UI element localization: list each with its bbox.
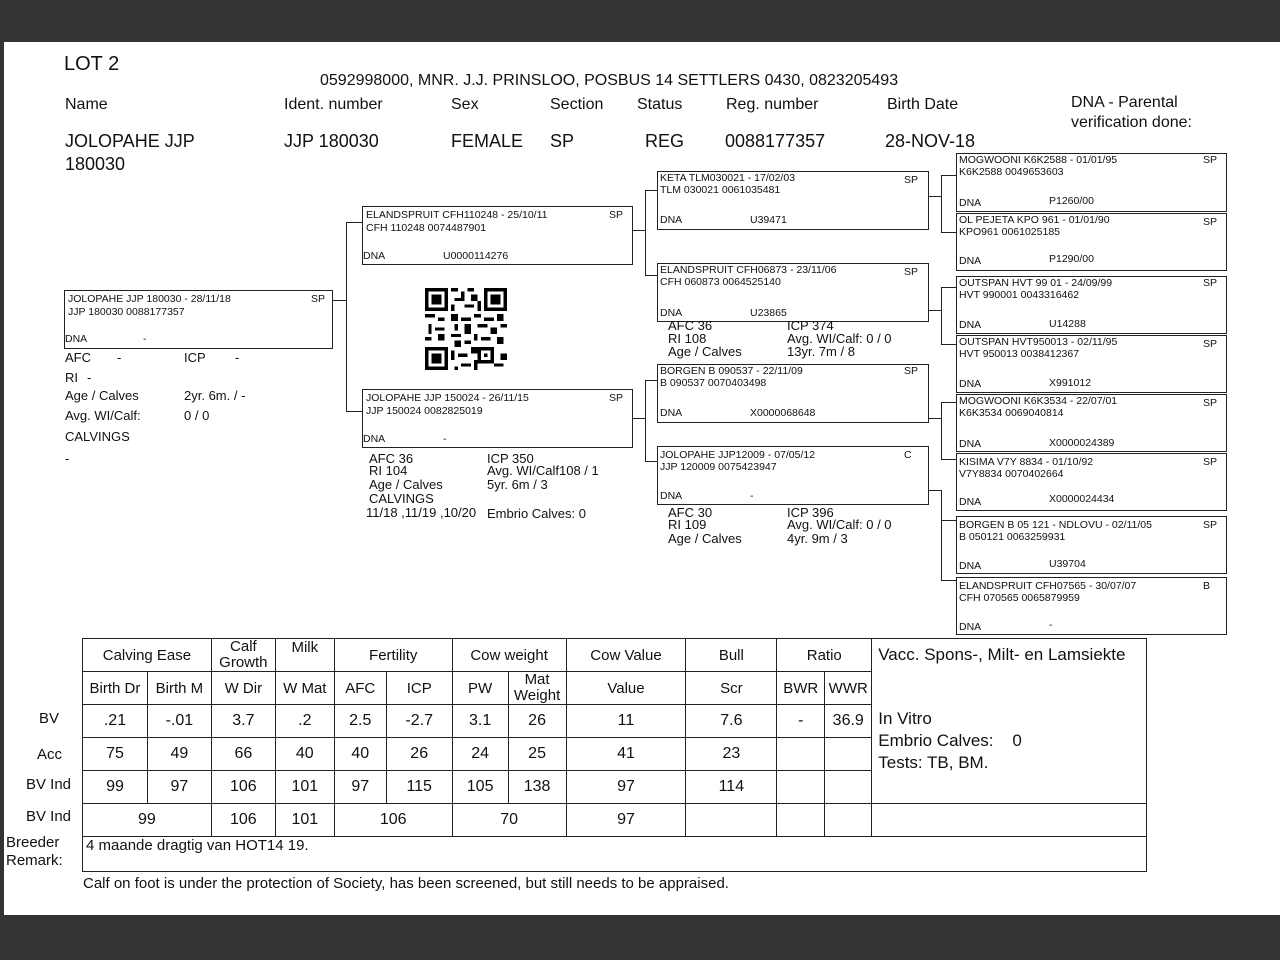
value-ident: JJP 180030 (284, 131, 379, 151)
ggp-dna-value: - (1049, 619, 1053, 631)
table-cell: 40 (334, 738, 386, 771)
dam-dna-label: DNA (363, 433, 386, 445)
group-milk: Milk (275, 639, 334, 672)
table-cell: 3.7 (211, 705, 275, 738)
table-cell: 99 (83, 771, 148, 804)
ggp-dna-label: DNA (959, 319, 982, 331)
sub-mat-weight: Mat Weight (508, 672, 566, 705)
gp-section: SP (904, 365, 919, 377)
ggp-box-6 (956, 453, 1227, 511)
table-cell: 106 (211, 771, 275, 804)
ggp-box-1 (956, 153, 1227, 212)
grandsire-paternal-box (657, 171, 929, 230)
ggp-section: SP (1203, 277, 1218, 289)
table-cell: 24 (452, 738, 508, 771)
ggp-title: BORGEN B 05 121 - NDLOVU - 02/11/05 (959, 519, 1152, 531)
ggp-dna-label: DNA (959, 197, 982, 209)
row-label-acc: Acc (37, 746, 63, 763)
table-cell: 49 (147, 738, 211, 771)
ggp-dna-value: U39704 (1049, 558, 1086, 570)
animal-icp-value: - (235, 350, 240, 365)
granddam-maternal-box (657, 446, 929, 505)
gp4-afc: AFC 30 (668, 505, 713, 520)
gp4-agecalves-label: Age / Calves (668, 531, 742, 546)
ggp-ids: V7Y8834 0070402664 (959, 468, 1064, 480)
table-cell: 97 (147, 771, 211, 804)
sire-dna-value: U0000114276 (443, 250, 509, 262)
table-cell: 26 (386, 738, 452, 771)
table-cell: .21 (83, 705, 148, 738)
table-cell: 97 (566, 771, 686, 804)
value-name-2: 180030 (65, 154, 126, 174)
animal-box (64, 290, 333, 349)
ggp-dna-label: DNA (959, 378, 982, 390)
table-cell (825, 738, 872, 771)
dam-ri: RI 104 (369, 463, 408, 478)
gp-title: KETA TLM030021 - 17/02/03 (660, 172, 796, 184)
gp4-icp: ICP 396 (787, 505, 834, 520)
sub-value: Value (566, 672, 686, 705)
ggp-title: KISIMA V7Y 8834 - 01/10/92 (959, 456, 1094, 468)
group-calving-ease: Calving Ease (83, 639, 212, 672)
dam-section: SP (609, 392, 624, 404)
sire-section: SP (609, 209, 624, 221)
ggp-dna-value: X0000024389 (1049, 437, 1115, 449)
table-row-bv-ind-combined (83, 804, 1147, 837)
sub-birth-m: Birth M (147, 672, 211, 705)
sub-birth-dr: Birth Dr (83, 672, 148, 705)
ebv-table (82, 638, 1147, 872)
animal-wi-label: Avg. WI/Calf: (65, 408, 141, 423)
animal-section: SP (311, 293, 326, 305)
row-label-bv-ind-2: BV Ind (26, 808, 72, 825)
ggp-ids: KPO961 0061025185 (959, 226, 1061, 238)
dam-box (362, 389, 633, 448)
table-cell: 66 (211, 738, 275, 771)
dam-dna-value: - (443, 433, 447, 445)
animal-ids: JJP 180030 0088177357 (68, 306, 185, 318)
animal-wi-value: 0 / 0 (184, 408, 210, 423)
sub-icp: ICP (386, 672, 452, 705)
table-cell: 101 (275, 804, 334, 837)
dam-ids: JJP 150024 0082825019 (366, 405, 483, 417)
ggp-dna-label: DNA (959, 438, 982, 450)
sub-wwr: WWR (825, 672, 872, 705)
animal-ri-value: - (87, 370, 92, 385)
table-cell: .2 (275, 705, 334, 738)
value-reg: 0088177357 (725, 131, 826, 151)
value-section: SP (550, 131, 575, 151)
gp4-agecalves-value: 4yr. 9m / 3 (787, 531, 848, 546)
grandsire-maternal-box (657, 364, 929, 423)
table-cell (777, 804, 825, 837)
breeder-line: 0592998000, MNR. J.J. PRINSLOO, POSBUS 14 SETTLERS 0430, 0823205493 (320, 72, 899, 89)
ggp-dna-label: DNA (959, 560, 982, 572)
dam-title: JOLOPAHE JJP 150024 - 26/11/15 (366, 392, 529, 404)
ggp-section: B (1203, 580, 1211, 592)
ggp-box-5 (956, 394, 1227, 452)
table-cell (777, 738, 825, 771)
sub-afc: AFC (334, 672, 386, 705)
pedigree-page (4, 42, 1280, 915)
dam-icp: ICP 350 (487, 451, 534, 466)
sub-bwr: BWR (777, 672, 825, 705)
gp2-wi: Avg. WI/Calf: 0 / 0 (787, 331, 892, 346)
gp-title: BORGEN B 090537 - 22/11/09 (660, 365, 803, 377)
table-cell: 3.1 (452, 705, 508, 738)
animal-icp-label: ICP (184, 350, 206, 365)
label-reg: Reg. number (726, 96, 819, 113)
label-birth: Birth Date (887, 96, 959, 113)
animal-calvings-value: - (65, 451, 70, 466)
group-bull: Bull (686, 639, 777, 672)
animal-ri-label: RI (65, 370, 78, 385)
gp-dna-label: DNA (660, 214, 683, 226)
ggp-ids: HVT 950013 0038412367 (959, 348, 1080, 360)
table-cell: 26 (508, 705, 566, 738)
ggp-section: SP (1203, 154, 1218, 166)
dam-agecalves-value: 5yr. 6m / 3 (487, 477, 548, 492)
table-cell: 11 (566, 705, 686, 738)
gp-section: SP (904, 266, 919, 278)
table-cell (872, 804, 1147, 837)
sub-pw: PW (452, 672, 508, 705)
gp-ids: JJP 120009 0075423947 (660, 461, 777, 473)
animal-agecalves-value: 2yr. 6m. / - (184, 388, 246, 403)
animal-afc-value: - (117, 350, 122, 365)
table-cell: 138 (508, 771, 566, 804)
gp-title: JOLOPAHE JJP12009 - 07/05/12 (660, 449, 816, 461)
ggp-dna-value: X991012 (1049, 377, 1092, 389)
ggp-dna-value: P1290/00 (1049, 253, 1094, 265)
table-cell: 41 (566, 738, 686, 771)
animal-afc-label: AFC (65, 350, 91, 365)
gp-dna-label: DNA (660, 407, 683, 419)
animal-dna-value: - (143, 333, 147, 345)
table-cell (686, 804, 777, 837)
value-name: JOLOPAHE JJP (65, 131, 195, 151)
footer-note: Calf on foot is under the protection of Society, has been screened, but still needs to be appraised. (83, 875, 729, 892)
animal-agecalves-label: Age / Calves (65, 388, 139, 403)
label-dna: DNA - Parental (1071, 94, 1178, 111)
table-cell (825, 771, 872, 804)
label-sex: Sex (451, 96, 479, 113)
group-cow-weight: Cow weight (452, 639, 566, 672)
table-cell: 97 (566, 804, 686, 837)
value-status: REG (645, 131, 685, 151)
dam-calvings-value: 11/18 ,11/19 ,10/20 (366, 505, 477, 520)
group-calf-growth: Calf Growth (211, 639, 275, 672)
ggp-dna-value: U14288 (1049, 318, 1086, 330)
table-cell: 97 (334, 771, 386, 804)
dam-calvings-label: CALVINGS (369, 491, 434, 506)
qr-code-icon (422, 288, 510, 370)
ggp-title: OL PEJETA KPO 961 - 01/01/90 (959, 214, 1110, 226)
table-cell: 7.6 (686, 705, 777, 738)
table-cell: 36.9 (825, 705, 872, 738)
embrio-note: Embrio Calves: 0 (878, 731, 1022, 750)
ggp-section: SP (1203, 519, 1218, 531)
ggp-ids: K6K3534 0069040814 (959, 407, 1064, 419)
table-cell: 99 (83, 804, 212, 837)
ggp-box-3 (956, 276, 1227, 334)
lot-number: LOT 2 (64, 53, 120, 75)
gp-dna-label: DNA (660, 307, 683, 319)
group-ratio: Ratio (777, 639, 872, 672)
table-cell: -.01 (147, 705, 211, 738)
dam-agecalves-label: Age / Calves (369, 477, 443, 492)
table-cell: 40 (275, 738, 334, 771)
ggp-title: MOGWOONI K6K3534 - 22/07/01 (959, 395, 1118, 407)
gp-title: ELANDSPRUIT CFH06873 - 23/11/06 (660, 264, 837, 276)
value-birth: 28-NOV-18 (885, 131, 976, 151)
remark-label: Breeder (6, 834, 60, 851)
animal-title: JOLOPAHE JJP 180030 - 28/11/18 (68, 293, 231, 305)
table-cell: 101 (275, 771, 334, 804)
animal-dna-label: DNA (65, 333, 88, 345)
breeder-remark: 4 maande dragtig van HOT14 19. (83, 837, 1147, 872)
dam-afc: AFC 36 (369, 451, 414, 466)
gp2-agecalves-value: 13yr. 7m / 8 (787, 344, 855, 359)
gp2-icp: ICP 374 (787, 318, 834, 333)
ggp-dna-label: DNA (959, 255, 982, 267)
granddam-paternal-box (657, 263, 929, 322)
ggp-dna-label: DNA (959, 496, 982, 508)
table-cell: -2.7 (386, 705, 452, 738)
gp-dna-value: - (750, 490, 754, 502)
ggp-box-4 (956, 335, 1227, 393)
group-fertility: Fertility (334, 639, 452, 672)
ggp-ids: CFH 070565 0065879959 (959, 592, 1080, 604)
sire-title: ELANDSPRUIT CFH110248 - 25/10/11 (366, 209, 548, 221)
sire-dna-label: DNA (363, 250, 386, 262)
gp-section: SP (904, 174, 919, 186)
table-cell (825, 804, 872, 837)
gp-dna-value: X0000068648 (750, 407, 816, 419)
table-cell: 75 (83, 738, 148, 771)
dam-embrio: Embrio Calves: 0 (487, 506, 586, 521)
sub-scr: Scr (686, 672, 777, 705)
in-vitro-note: In Vitro (878, 709, 932, 728)
ggp-section: SP (1203, 338, 1218, 350)
gp-ids: TLM 030021 0061035481 (660, 184, 781, 196)
table-cell: 115 (386, 771, 452, 804)
table-cell: - (777, 705, 825, 738)
label-dna-2: verification done: (1071, 114, 1192, 131)
ggp-ids: K6K2588 0049653603 (959, 166, 1064, 178)
gp-dna-label: DNA (660, 490, 683, 502)
gp4-ri: RI 109 (668, 517, 707, 532)
ggp-ids: HVT 990001 0043316462 (959, 289, 1080, 301)
table-cell: 2.5 (334, 705, 386, 738)
gp4-wi: Avg. WI/Calf: 0 / 0 (787, 517, 892, 532)
gp-dna-value: U23865 (750, 307, 787, 319)
ggp-title: OUTSPAN HVT 99 01 - 24/09/99 (959, 277, 1113, 289)
ggp-box-8 (956, 577, 1227, 635)
sub-w-mat: W Mat (275, 672, 334, 705)
animal-calvings-label: CALVINGS (65, 429, 130, 444)
label-section: Section (550, 96, 604, 113)
side-notes (872, 639, 1147, 804)
table-cell: 106 (211, 804, 275, 837)
ggp-section: SP (1203, 216, 1218, 228)
sire-box (362, 206, 633, 265)
ggp-dna-value: P1260/00 (1049, 195, 1094, 207)
sire-ids: CFH 110248 0074487901 (366, 222, 487, 234)
gp-ids: CFH 060873 0064525140 (660, 276, 781, 288)
vacc-note: Vacc. Spons-, Milt- en Lamsiekte (878, 645, 1126, 664)
table-cell: 23 (686, 738, 777, 771)
ggp-dna-label: DNA (959, 621, 982, 633)
table-cell (777, 771, 825, 804)
ggp-title: OUTSPAN HVT950013 - 02/11/95 (959, 336, 1118, 348)
table-cell: 114 (686, 771, 777, 804)
dam-wi: Avg. WI/Calf108 / 1 (487, 463, 599, 478)
table-cell: 105 (452, 771, 508, 804)
label-ident: Ident. number (284, 96, 383, 113)
remark-label-2: Remark: (6, 852, 63, 869)
ggp-title: MOGWOONI K6K2588 - 01/01/95 (959, 154, 1118, 166)
gp-section: C (904, 449, 912, 461)
ggp-section: SP (1203, 397, 1218, 409)
sub-w-dir: W Dir (211, 672, 275, 705)
label-status: Status (637, 96, 683, 113)
gp2-afc: AFC 36 (668, 318, 713, 333)
gp2-agecalves-label: Age / Calves (668, 344, 742, 359)
ggp-ids: B 050121 0063259931 (959, 531, 1066, 543)
value-sex: FEMALE (451, 131, 524, 151)
gp2-ri: RI 108 (668, 331, 707, 346)
ggp-box-7 (956, 516, 1227, 574)
ggp-dna-value: X0000024434 (1049, 493, 1115, 505)
gp-dna-value: U39471 (750, 214, 787, 226)
ggp-section: SP (1203, 456, 1218, 468)
ggp-title: ELANDSPRUIT CFH07565 - 30/07/07 (959, 580, 1137, 592)
gp-ids: B 090537 0070403498 (660, 377, 767, 389)
row-label-bv-ind: BV Ind (26, 776, 72, 793)
row-label-bv: BV (39, 710, 60, 727)
label-name: Name (65, 96, 108, 113)
group-cow-value: Cow Value (566, 639, 686, 672)
table-cell: 106 (334, 804, 452, 837)
ggp-box-2 (956, 213, 1227, 271)
table-cell: 25 (508, 738, 566, 771)
tests-note: Tests: TB, BM. (878, 753, 989, 772)
table-cell: 70 (452, 804, 566, 837)
